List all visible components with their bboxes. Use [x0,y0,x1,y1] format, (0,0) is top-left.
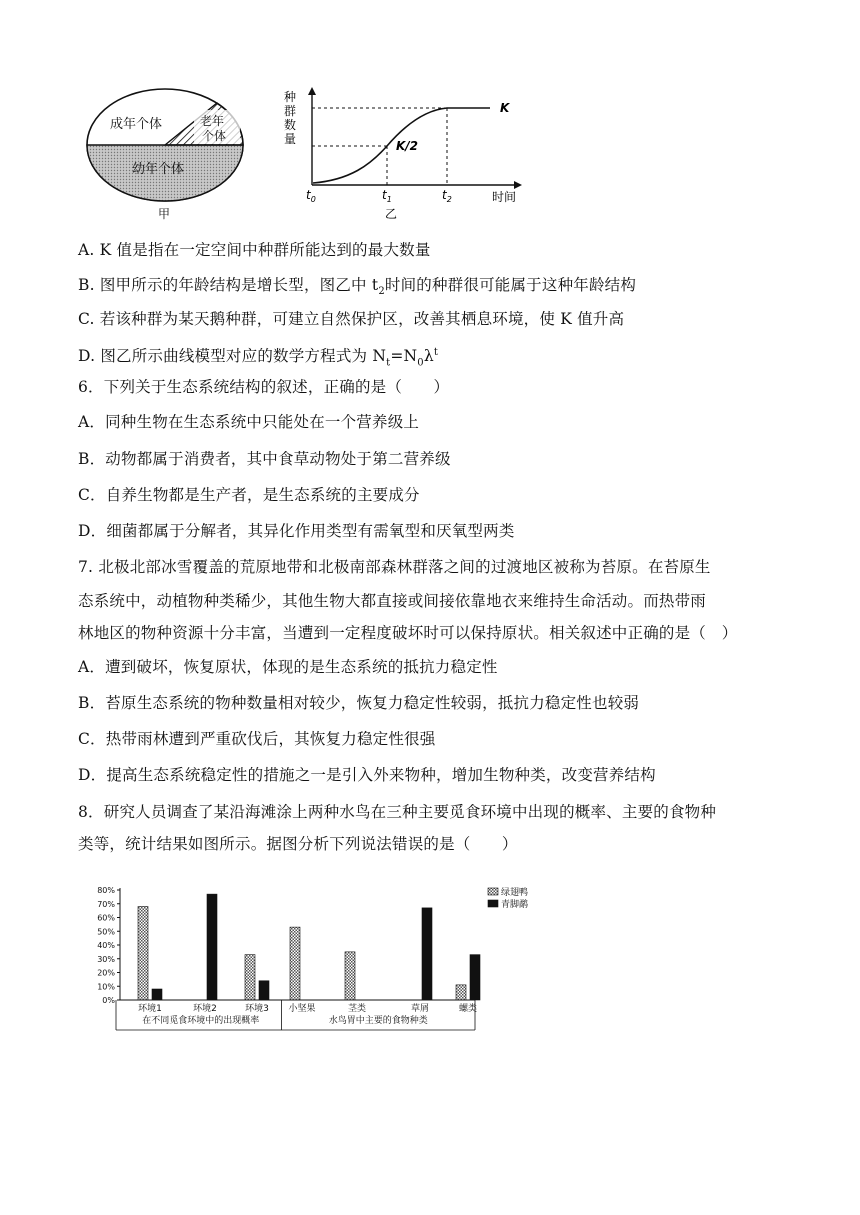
top-figure [80,85,560,225]
svg-text:t1 [382,188,392,204]
curve-y-label-2: 群 [284,104,297,118]
age-structure-pie [87,89,243,221]
q5-b-post: 时间的种群很可能属于这种年龄结构 [384,276,637,294]
q5-option-a: A. K 值是指在一定空间中种群所能达到的最大数量 [78,241,431,259]
bar-series-2 [259,981,269,1000]
curve-caption: 乙 [385,207,398,221]
q5-d-sub2: 0 [417,357,424,369]
q5-d-pre: D. 图乙所示曲线模型对应的数学方程式为 N [78,347,387,366]
x-category-label: 茎类 [347,1004,367,1014]
t2-label: t [442,188,447,202]
y-tick-label: 60% [97,913,115,923]
q7-option-d: D．提高生态系统稳定性的措施之一是引入外来物种，增加生物种类，改变营养结构 [78,766,656,784]
q8-stem-2: 类等，统计结果如图所示。据图分析下列说法错误的是（ ） [78,835,518,853]
pie-label-adult: 成年个体 [110,117,163,132]
curve-k-half-label: K/2 [396,139,419,153]
y-tick-label: 80% [97,886,115,895]
bird-bar-chart [90,880,560,1040]
q7-stem-3: 林地区的物种资源十分丰富，当遭到一定程度破坏时可以保持原状。相关叙述中正确的是（ ） [78,624,738,642]
y-tick-label: 70% [97,899,115,909]
bar-series-2 [152,989,162,1000]
q7-option-b: B．苔原生态系统的物种数量相对较少，恢复力稳定性较弱，抵抗力稳定性也较弱 [78,694,640,712]
bar-series-1 [138,907,148,1001]
group-label-2: 水鸟胃中主要的食物种类 [328,1016,428,1026]
legend-label: 青脚鹬 [501,900,529,910]
curve-x-label: 时间 [492,190,517,204]
bar-series-2 [422,908,432,1000]
bar-series-1 [456,985,466,1000]
q5-d-sub1: t [386,357,391,369]
t1-label: t [382,188,387,202]
logistic-curve [284,87,522,221]
svg-text:t2 [442,188,452,204]
q6-option-b: B．动物都属于消费者，其中食草动物处于第二营养级 [78,450,451,468]
q5-d-mid: =N [390,347,418,366]
q7-stem-1: 7. 北极北部冰雪覆盖的荒原地带和北极南部森林群落之间的过渡地区被称为苔原。在苔原生 [78,558,711,576]
group-label-1: 在不同觅食环境中的出现概率 [142,1016,260,1026]
y-tick-label: 10% [97,982,115,992]
svg-text:t0 [306,188,316,204]
y-tick-label: 40% [97,941,115,950]
q7-stem-2: 态系统中，动植物种类稀少，其他生物大都直接或间接依靠地衣来维持生命活动。而热带雨 [78,592,707,610]
q6-option-d: D．细菌都属于分解者，其异化作用类型有需氧型和厌氧型两类 [78,522,515,540]
bar-series-1 [245,955,255,1000]
q5-d-sup: t [433,347,439,358]
bar-series-1 [290,927,300,1000]
q5-b-pre: B. 图甲所示的年龄结构是增长型，图乙中 t [78,276,379,294]
x-category-label: 草屑 [410,1004,430,1014]
pie-label-old-2: 个体 [202,129,227,143]
t0-label: t [306,188,311,202]
q5-d-post: λ [423,347,434,366]
legend-label: 绿翅鸭 [501,888,529,898]
y-tick-label: 50% [97,927,115,937]
q6-stem: 6．下列关于生态系统结构的叙述，正确的是（ ） [78,378,450,396]
q7-option-a: A．遭到破坏，恢复原状，体现的是生态系统的抵抗力稳定性 [78,658,498,676]
q5-b-sub: 2 [378,286,385,298]
x-category-label: 小坚果 [288,1004,316,1014]
q7-option-c: C．热带雨林遭到严重砍伐后，其恢复力稳定性很强 [78,730,436,748]
q5-option-b [78,275,798,302]
t2-sub: 2 [446,195,452,204]
x-category-label: 环境3 [245,1004,269,1014]
t1-sub: 1 [386,195,392,204]
t0-sub: 0 [310,195,316,204]
legend-swatch [488,900,498,907]
y-tick-label: 20% [97,968,115,978]
x-category-label: 环境2 [193,1004,217,1014]
curve-y-label-4: 量 [284,132,297,146]
y-tick-label: 0% [102,996,115,1005]
x-category-label: 环境1 [138,1004,162,1014]
legend-swatch [488,888,498,895]
q8-stem-1: 8．研究人员调查了某沿海滩涂上两种水鸟在三种主要觅食环境中出现的概率、主要的食物种 [78,803,717,821]
q6-option-a: A．同种生物在生态系统中只能处在一个营养级上 [78,413,420,431]
x-category-label: 螺类 [458,1004,478,1014]
bar-series-1 [345,952,355,1000]
pie-label-old-1: 老年 [200,114,225,128]
curve-y-label-1: 种 [284,90,297,104]
y-tick-label: 30% [97,954,115,964]
pie-caption: 甲 [158,207,171,221]
bar-series-2 [207,894,217,1000]
curve-k-label: K [500,101,510,115]
bar-series-2 [470,955,480,1000]
q5-option-d [78,343,798,373]
curve-y-label-3: 数 [284,118,297,132]
q5-option-c: C. 若该种群为某天鹅种群，可建立自然保护区，改善其栖息环境，使 K 值升高 [78,310,625,328]
q6-option-c: C．自养生物都是生产者，是生态系统的主要成分 [78,486,420,504]
pie-label-young: 幼年个体 [132,162,185,177]
